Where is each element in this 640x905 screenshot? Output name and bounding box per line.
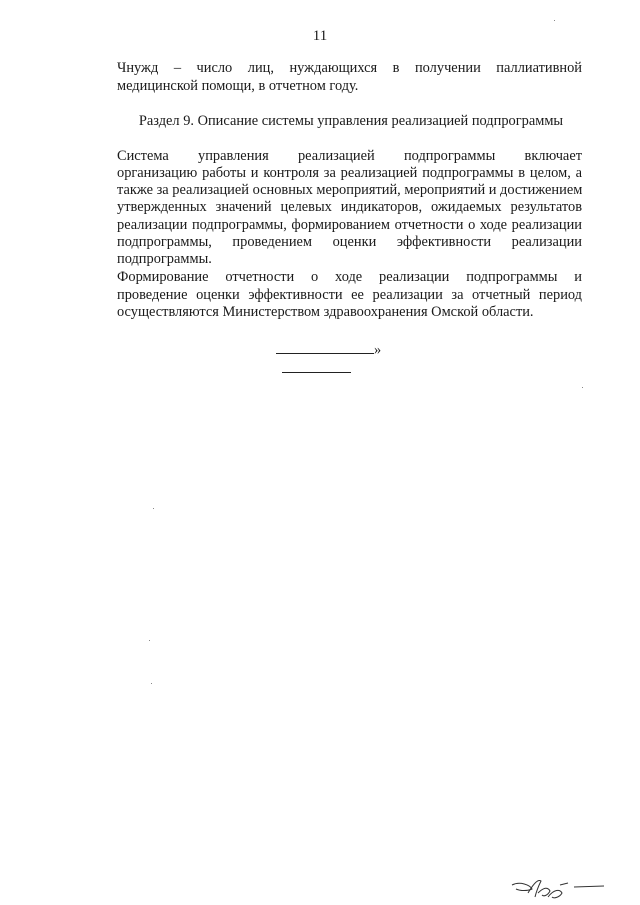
end-quote-mark: » bbox=[374, 342, 382, 358]
paragraph1-line-3: также за реализацией основных мероприятий, мероприятий и достижением bbox=[117, 182, 583, 198]
scan-speck bbox=[149, 640, 150, 641]
paragraph1-line-1: Система управления реализацией подпрограммы включает bbox=[117, 148, 582, 164]
scan-speck bbox=[153, 508, 154, 509]
handwritten-initials bbox=[508, 875, 608, 901]
paragraph2-line-3: осуществляются Министерством здравоохранения Омской области. bbox=[117, 304, 534, 320]
scan-speck bbox=[582, 387, 583, 388]
paragraph1-line-7: подпрограммы. bbox=[117, 251, 212, 267]
paragraph1-line-5: реализации подпрограммы, формированием отчетности о ходе реализации bbox=[117, 217, 582, 233]
closing-rule bbox=[282, 372, 351, 373]
paragraph1-line-4: утвержденных значений целевых индикаторов, ожидаемых результатов bbox=[117, 199, 582, 215]
section-heading: Раздел 9. Описание системы управления реализацией подпрограммы bbox=[138, 113, 564, 129]
intro-line-1: Чнужд – число лиц, нуждающихся в получении паллиативной bbox=[117, 60, 582, 76]
paragraph1-line-2: организацию работы и контроля за реализацией подпрограммы в целом, а bbox=[117, 165, 582, 181]
scan-speck bbox=[554, 20, 555, 21]
end-quote-line bbox=[276, 341, 396, 358]
paragraph2-line-2: проведение оценки эффективности ее реализации за отчетный период bbox=[117, 287, 582, 303]
paragraph1-line-6: подпрограммы, проведением оценки эффективности реализации bbox=[117, 234, 582, 250]
paragraph2-line-1: Формирование отчетности о ходе реализации подпрограммы и bbox=[117, 269, 582, 285]
end-underline bbox=[276, 341, 374, 354]
scan-speck bbox=[151, 683, 152, 684]
intro-line-2: медицинской помощи, в отчетном году. bbox=[117, 78, 359, 94]
page-number: 11 bbox=[312, 28, 328, 44]
